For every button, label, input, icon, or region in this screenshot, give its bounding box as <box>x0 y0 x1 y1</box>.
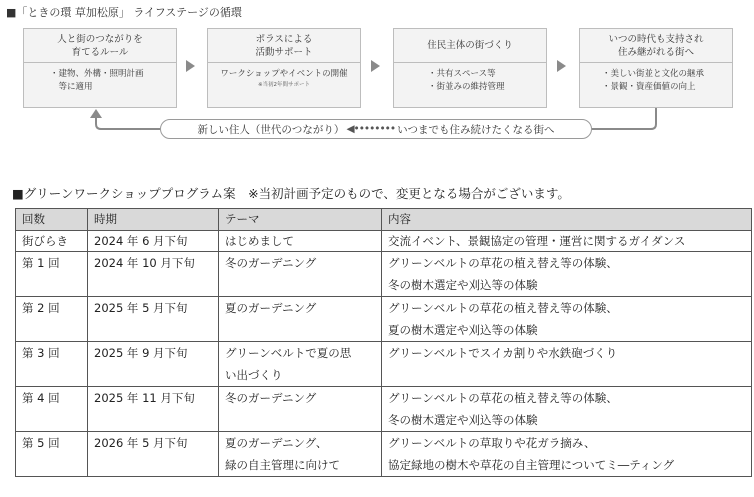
cell-theme <box>219 387 382 432</box>
stage-title-line: 育てるルール <box>71 46 129 58</box>
cell-date: 2026 年 5 月下旬 <box>88 432 219 477</box>
stage-body-line: ・美しい街並と文化の継承 <box>602 69 705 79</box>
program-title: ■グリーンワークショッププログラム案 ※当初計画予定のもので、変更となる場合がございます。 <box>12 186 570 201</box>
cell-theme <box>219 252 382 297</box>
arrow-up-icon <box>90 109 102 118</box>
cell-content-line: グリーンベルトの草花の植え替え等の体験、 <box>388 391 618 405</box>
cell-theme <box>219 231 382 252</box>
stage-title-line: いつの時代も支持され <box>608 33 704 45</box>
table-row <box>16 231 752 252</box>
table-row <box>16 252 752 297</box>
cell-content-line: グリーンベルトの草取りや花ガラ摘み、 <box>388 436 596 450</box>
cycle-loop-label <box>160 119 592 139</box>
cell-round: 街びらき <box>16 231 88 252</box>
table-row <box>16 432 752 477</box>
cell-round: 第 4 回 <box>16 387 88 432</box>
loop-left-text: 新しい住人（世代のつながり） <box>197 123 345 136</box>
table-row <box>16 297 752 342</box>
cell-theme <box>219 342 382 387</box>
cell-content-line: 交流イベント、景観協定の管理・運営に関するガイダンス <box>388 234 686 248</box>
cell-content-line: 冬の樹木選定や刈込等の体験 <box>388 413 538 427</box>
stage-title-line: 人と街のつながりを <box>57 33 143 45</box>
column-header-theme: テーマ <box>219 209 382 231</box>
cell-date: 2024 年 6 月下旬 <box>88 231 219 252</box>
column-header-content: 内容 <box>382 209 752 231</box>
cell-theme-line: 冬のガーデニング <box>225 391 317 405</box>
cell-content <box>382 432 752 477</box>
cell-theme-line: 冬のガーデニング <box>225 256 317 270</box>
column-header-date: 時期 <box>88 209 219 231</box>
loop-dotted-arrow: ◀•••••••• <box>346 123 396 135</box>
cell-content-line: 夏の樹木選定や刈込等の体験 <box>388 323 538 337</box>
cell-round: 第 2 回 <box>16 297 88 342</box>
cell-content-line: 冬の樹木選定や刈込等の体験 <box>388 278 538 292</box>
cell-content <box>382 387 752 432</box>
cell-date: 2024 年 10 月下旬 <box>88 252 219 297</box>
stage-note: ※当初2年間サポート <box>257 82 311 88</box>
cell-content-line: グリーンベルトの草花の植え替え等の体験、 <box>388 256 618 270</box>
table-row <box>16 342 752 387</box>
program-table <box>15 208 752 477</box>
cell-content <box>382 297 752 342</box>
cell-theme-line: 夏のガーデニング <box>225 301 317 315</box>
stage-body-line: ・建物、外構・照明計画 <box>50 69 144 79</box>
cell-theme-line: 夏のガーデニング、 <box>225 436 328 450</box>
stage-title-line: ポラスによる <box>255 33 313 45</box>
cell-theme <box>219 297 382 342</box>
cell-theme-line: はじめまして <box>225 234 294 248</box>
cell-date: 2025 年 11 月下旬 <box>88 387 219 432</box>
cell-content-line: グリーンベルトでスイカ割りや水鉄砲づくり <box>388 346 618 360</box>
cell-round: 第 1 回 <box>16 252 88 297</box>
cell-date: 2025 年 5 月下旬 <box>88 297 219 342</box>
lifecycle-title: ■「ときの環 草加松原」 ライフステージの循環 <box>6 6 242 19</box>
cell-content <box>382 252 752 297</box>
stage-body-line: 等に適用 <box>50 82 93 92</box>
loop-right-text: いつまでも住み続けたくなる街へ <box>397 123 555 136</box>
cell-content <box>382 231 752 252</box>
table-header-row <box>16 209 752 231</box>
cell-content-line: 協定緑地の樹木や草花の自主管理についてミ―ティング <box>388 458 675 472</box>
stage-title-line: 住民主体の街づくり <box>427 40 513 51</box>
stage-title-line: 住み継がれる街へ <box>617 46 694 58</box>
stage-body-line: ・景観・資産価値の向上 <box>602 82 696 92</box>
table-row <box>16 387 752 432</box>
cell-content-line: グリーンベルトの草花の植え替え等の体験、 <box>388 301 618 315</box>
column-header-round: 回数 <box>16 209 88 231</box>
cell-theme-line: 緑の自主管理に向けて <box>225 458 340 472</box>
stage-body-line: ・共有スペース等 <box>428 69 496 79</box>
stage-body-line: ・街並みの維持管理 <box>428 82 505 92</box>
cell-round: 第 3 回 <box>16 342 88 387</box>
cell-theme-line: い出づくり <box>225 368 283 382</box>
cell-theme-line: グリーンベルトで夏の思 <box>225 346 352 360</box>
cell-content <box>382 342 752 387</box>
stage-body-line: ワークショップやイベントの開催 <box>220 69 348 79</box>
cell-round: 第 5 回 <box>16 432 88 477</box>
stage-title-line: 活動サポート <box>255 46 313 58</box>
cell-theme <box>219 432 382 477</box>
cell-date: 2025 年 9 月下旬 <box>88 342 219 387</box>
